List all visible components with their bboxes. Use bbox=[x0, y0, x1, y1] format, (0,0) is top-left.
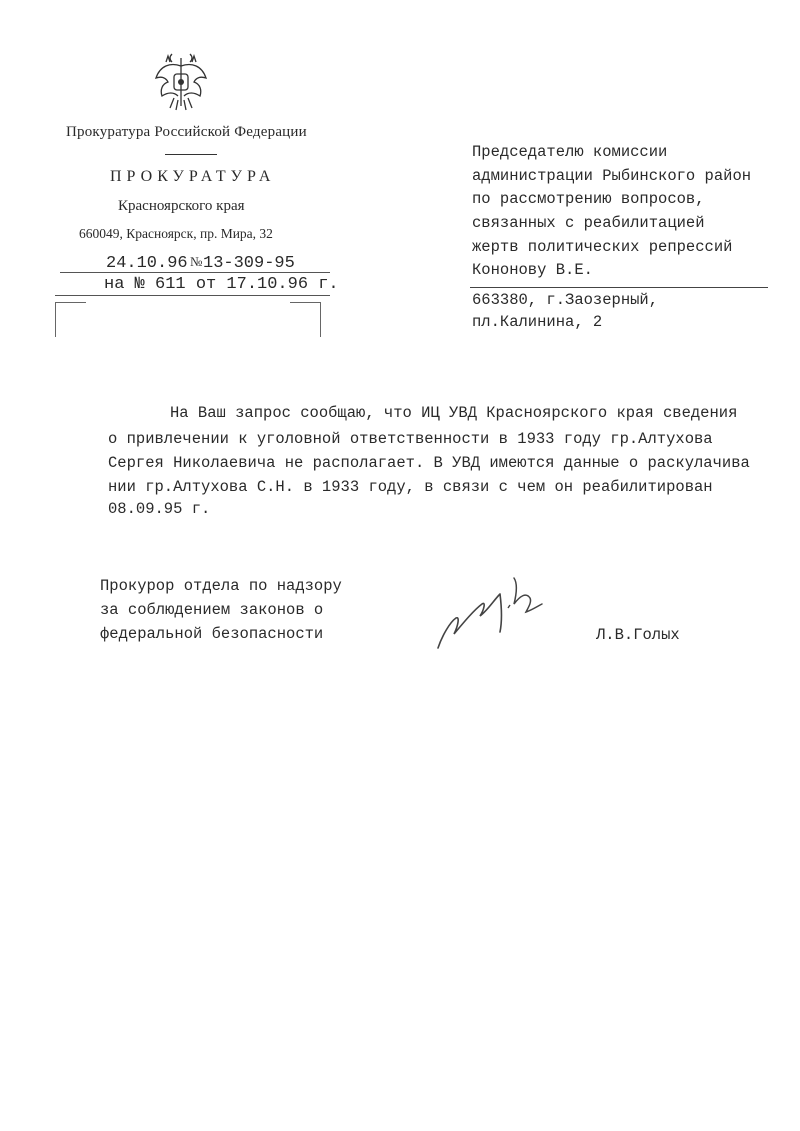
recipient-line: администрации Рыбинского район bbox=[472, 167, 752, 185]
recipient-address-line: 663380, г.Заозерный, bbox=[472, 291, 659, 309]
organization-name: Прокуратура Российской Федерации bbox=[66, 124, 307, 140]
recipient-line: Председателю комиссии bbox=[472, 143, 668, 161]
address-window-corner bbox=[55, 302, 86, 337]
address-window-corner bbox=[290, 302, 321, 337]
letterhead-region: Красноярского края bbox=[118, 198, 245, 214]
body-line: На Ваш запрос сообщаю, что ИЦ УВД Красноярского края сведения bbox=[170, 404, 738, 422]
double-headed-eagle-icon bbox=[152, 48, 210, 116]
body-line: 08.09.95 г. bbox=[108, 500, 211, 518]
signer-name: Л.В.Голых bbox=[596, 626, 680, 644]
signer-position-line: за соблюдением законов о bbox=[100, 601, 324, 619]
body-line: Сергея Николаевича не располагает. В УВД имеются данные о раскулачива bbox=[108, 454, 750, 472]
signer-position-line: Прокурор отдела по надзору bbox=[100, 577, 342, 595]
recipient-line: жертв политических репрессий bbox=[472, 238, 733, 256]
signer-position-line: федеральной безопасности bbox=[100, 625, 324, 643]
reference-underline bbox=[60, 272, 330, 273]
handwritten-signature bbox=[430, 570, 560, 655]
outgoing-number: 13-309-95 bbox=[203, 254, 295, 273]
recipient-line: по рассмотрению вопросов, bbox=[472, 190, 705, 208]
reference-underline bbox=[55, 295, 330, 296]
recipient-name: Кононову В.Е. bbox=[472, 261, 593, 279]
incoming-reference: на № 611 от 17.10.96 г. bbox=[104, 275, 339, 294]
letterhead-divider bbox=[165, 154, 217, 155]
outgoing-date: 24.10.96 bbox=[106, 254, 188, 273]
number-sign: № bbox=[190, 254, 203, 269]
recipient-divider bbox=[470, 287, 768, 288]
letterhead-address: 660049, Красноярск, пр. Мира, 32 bbox=[79, 226, 273, 241]
letterhead-title: ПРОКУРАТУРА bbox=[110, 168, 276, 185]
body-line: о привлечении к уголовной ответственности в 1933 году гр.Алтухова bbox=[108, 430, 713, 448]
body-line: нии гр.Алтухова С.Н. в 1933 году, в связи с чем он реабилитирован bbox=[108, 478, 713, 496]
recipient-address-line: пл.Калинина, 2 bbox=[472, 313, 603, 331]
recipient-line: связанных с реабилитацией bbox=[472, 214, 705, 232]
